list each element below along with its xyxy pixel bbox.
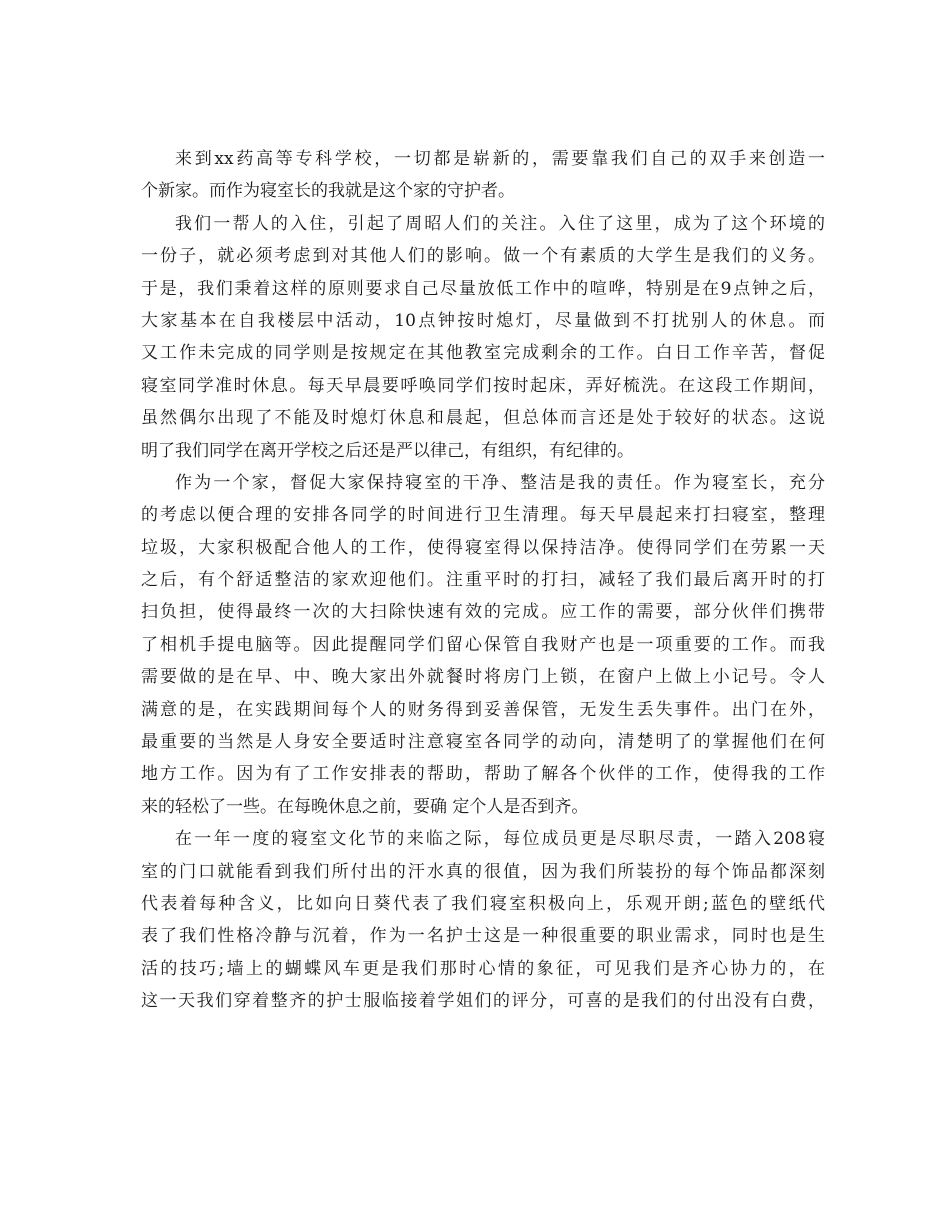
text-line: 了相机手提电脑等。因此提醒同学们留心保管自我财产也是一项重要的工作。而我 [141,634,825,655]
text-line: 个新家。而作为寝室长的我就是这个家的守护者。 [141,181,515,202]
text-line: 垃圾，大家积极配合他人的工作，使得寝室得以保持洁净。使得同学们在劳累一天 [141,537,825,558]
text-line: 在一年一度的寝室文化节的来临之际，每位成员更是尽职尽责，一踏入208寝 [175,829,825,850]
text-line: 代表着每种含义，比如向日葵代表了我们寝室积极向上，乐观开朗;蓝色的壁纸代 [141,893,825,914]
text-line: 我们一帮人的入住，引起了周昭人们的关注。入住了这里，成为了这个环境的 [175,213,825,234]
text-line: 虽然偶尔出现了不能及时熄灯休息和晨起，但总体而言还是处于较好的状态。这说 [141,408,825,429]
text-line: 需要做的是在早、中、晚大家出外就餐时将房门上锁，在窗户上做上小记号。令人 [141,667,825,688]
text-line: 一份子，就必须考虑到对其他人们的影响。做一个有素质的大学生是我们的义务。 [141,246,825,267]
paragraph-4 [141,823,825,1017]
text-line: 于是，我们秉着这样的原则要求自己尽量放低工作中的喧哗，特别是在9点钟之后， [141,278,825,299]
text-line: 之后，有个舒适整洁的家欢迎他们。注重平时的打扫，减轻了我们最后离开时的打 [141,570,825,591]
text-line: 来的轻松了一些。在每晚休息之前，要确 定个人是否到齐。 [141,796,589,817]
text-line: 扫负担，使得最终一次的大扫除快速有效的完成。应工作的需要，部分伙伴们携带 [141,602,825,623]
text-line: 最重要的当然是人身安全要适时注意寝室各同学的动向，清楚明了的掌握他们在何 [141,732,825,753]
text-line: 地方工作。因为有了工作安排表的帮助，帮助了解各个伙伴的工作，使得我的工作 [141,764,825,785]
paragraph-2 [141,208,825,467]
paragraph-1 [141,143,825,208]
text-line: 明了我们同学在离开学校之后还是严以律己，有组织，有纪律的。 [141,440,634,461]
text-line: 这一天我们穿着整齐的护士服临接着学姐们的评分，可喜的是我们的付出没有白费， [141,991,825,1012]
document-body [141,143,825,1018]
text-line: 活的技巧;墙上的蝴蝶风车更是我们那时心情的象征，可见我们是齐心协力的，在 [141,958,825,979]
text-line: 作为一个家，督促大家保持寝室的干净、整洁是我的责任。作为寝室长，充分 [175,472,825,493]
text-line: 来到xx药高等专科学校，一切都是崭新的，需要靠我们自己的双手来创造一 [175,149,825,169]
text-line: 表了我们性格冷静与沉着，作为一名护士这是一种很重要的职业需求，同时也是生 [141,926,825,947]
text-line: 又工作未完成的同学则是按规定在其他教室完成剩余的工作。白日工作辛苦，督促 [141,343,825,364]
text-line: 满意的是，在实践期间每个人的财务得到妥善保管，无发生丢失事件。出门在外， [141,699,825,720]
paragraph-3 [141,467,825,823]
text-line: 的考虑以便合理的安排各同学的时间进行卫生清理。每天早晨起来打扫寝室，整理 [141,505,825,526]
text-line: 大家基本在自我楼层中活动，10点钟按时熄灯，尽量做到不打扰别人的休息。而 [141,310,825,331]
text-line: 室的门口就能看到我们所付出的汗水真的很值，因为我们所装扮的每个饰品都深刻 [141,861,825,882]
text-line: 寝室同学准时休息。每天早晨要呼唤同学们按时起床，弄好梳洗。在这段工作期间， [141,375,825,396]
